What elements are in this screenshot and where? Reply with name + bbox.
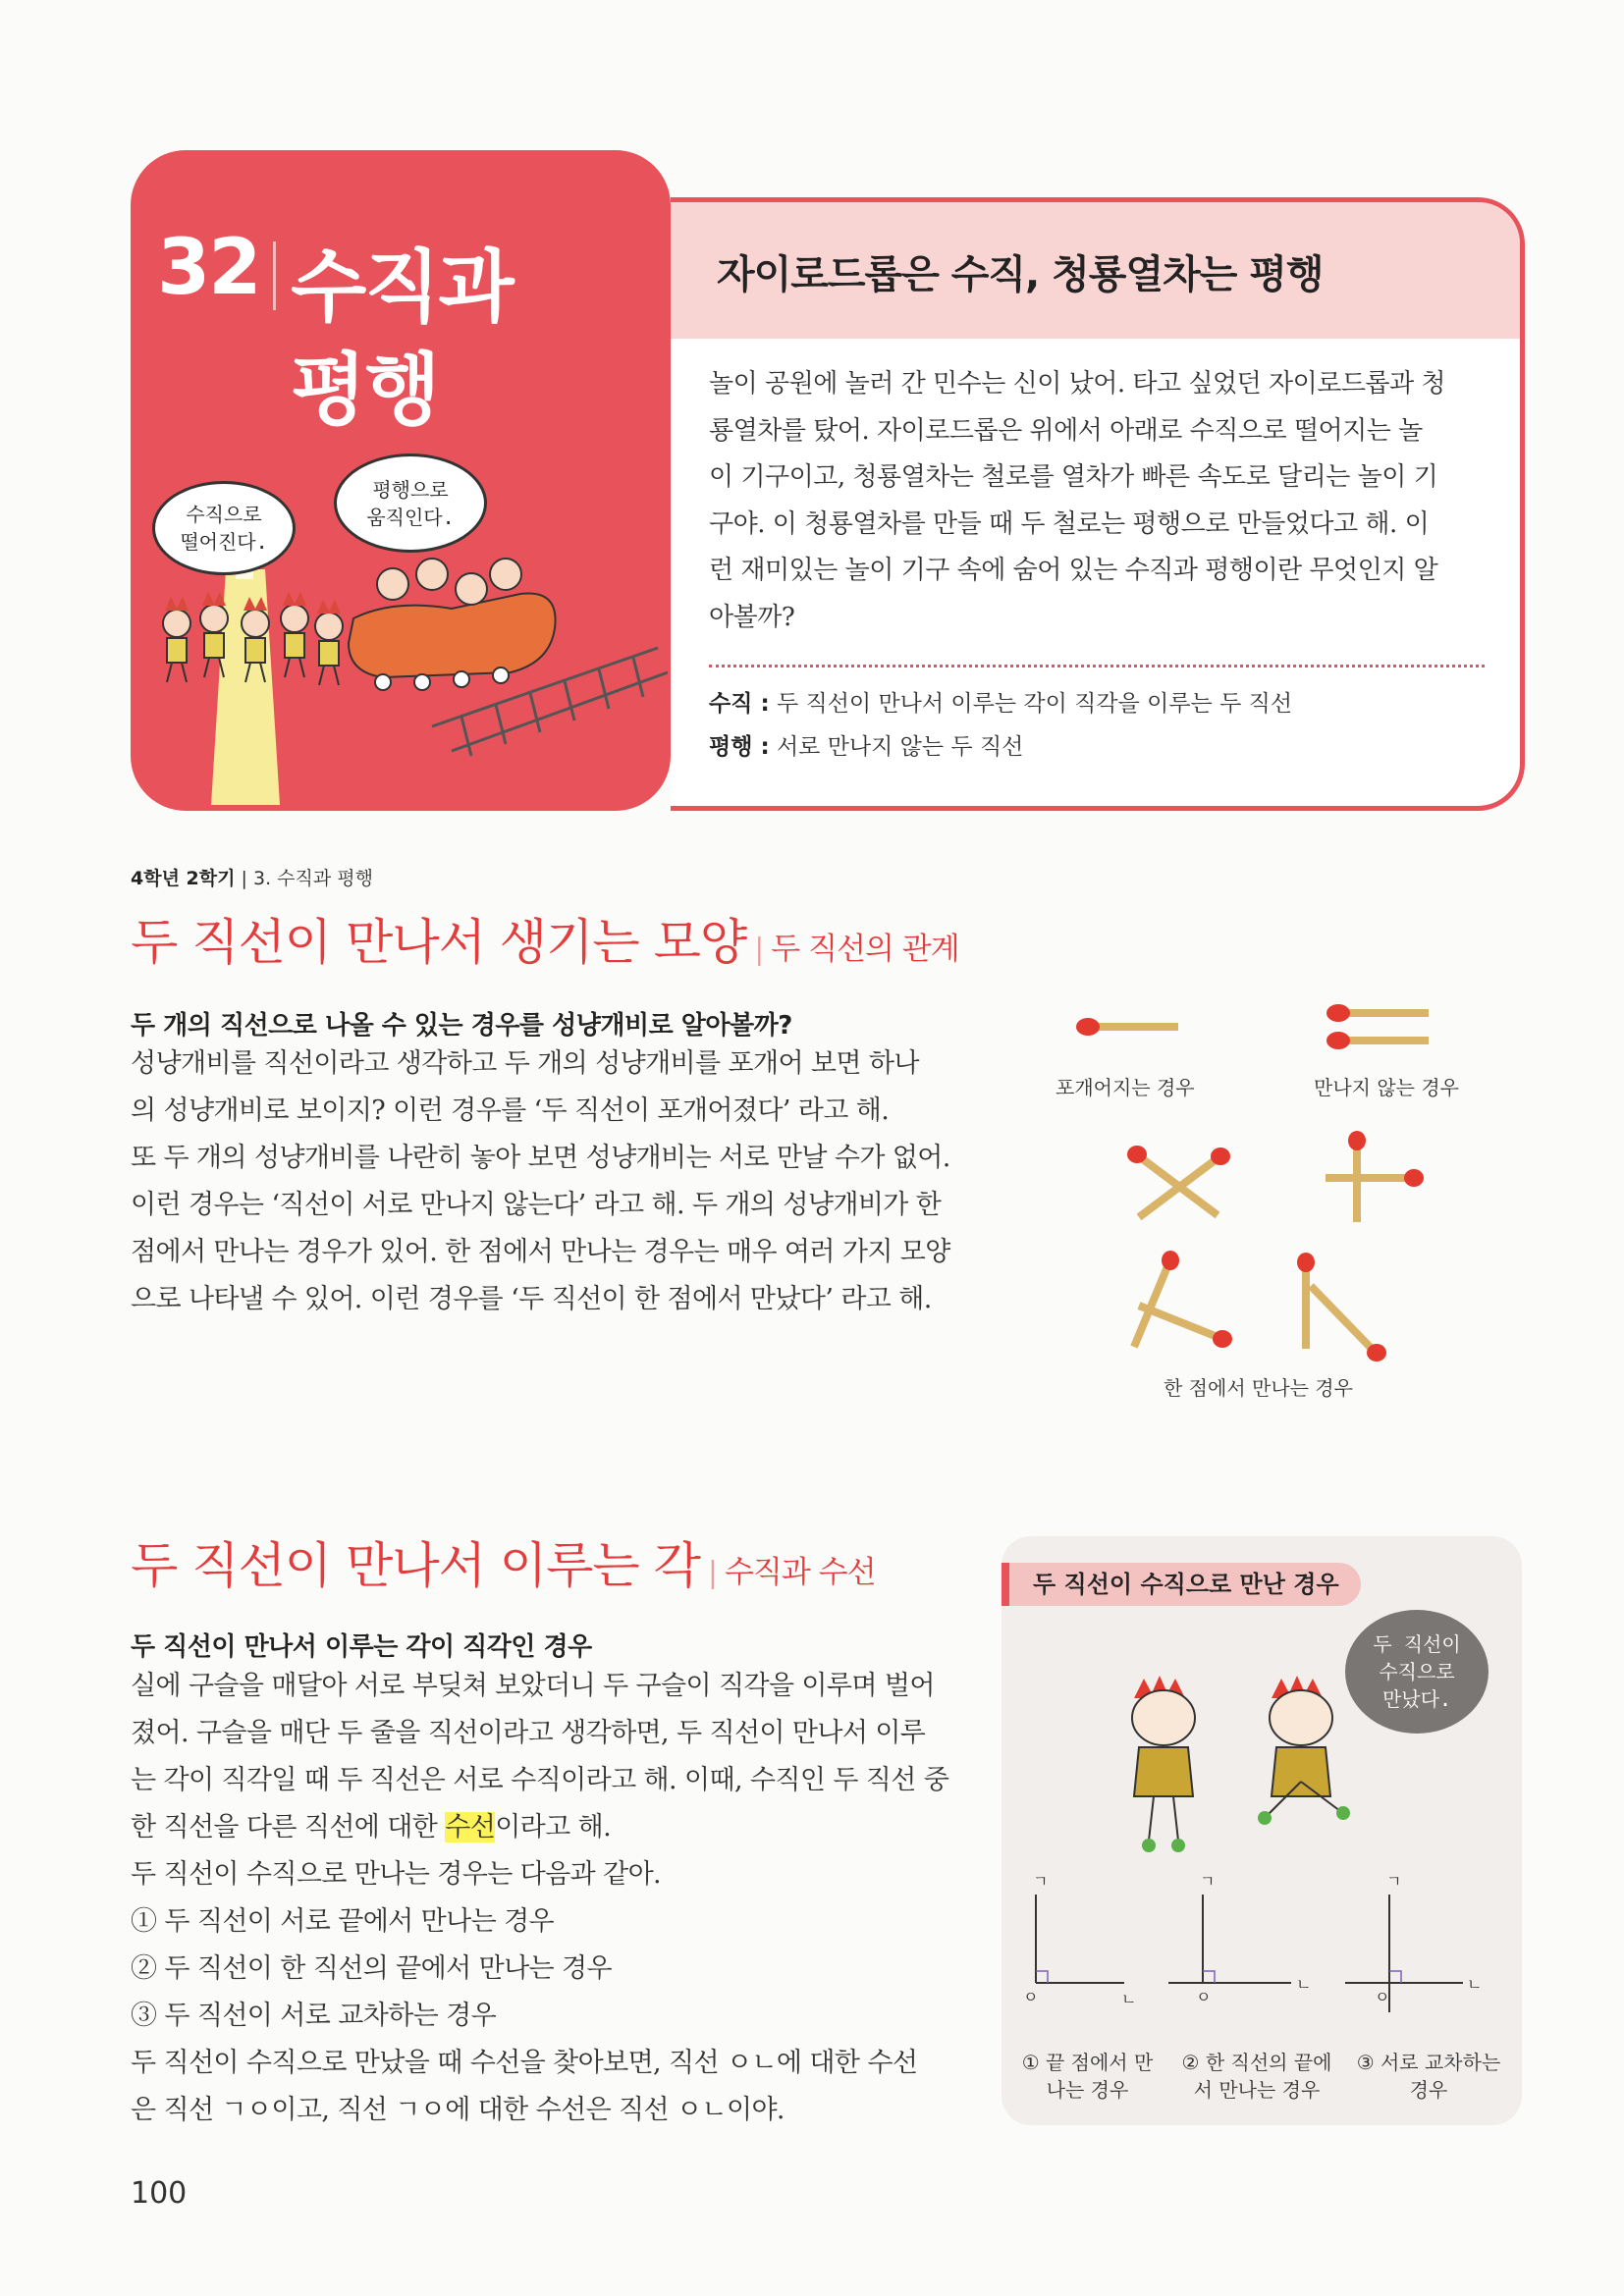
section1-line: 의 성냥개비로 보이지? 이런 경우를 ‘두 직선이 포개어졌다’ 라고 해. [131,1095,890,1126]
bubble-right-line2: 움직인다. [366,505,455,529]
characters-illustration [1110,1669,1384,1865]
section2-line: 졌어. 구슬을 매단 두 줄을 직선이라고 생각하면, 두 직선이 만나서 이루 [131,1718,926,1748]
intro-text [709,361,1494,641]
section1-line: 이런 경우는 ‘직선이 서로 만나지 않는다’ 라고 해. 두 개의 성냥개비가 한 [131,1190,942,1220]
diagram-caption-2-line1: ② 한 직선의 끝에 [1181,2051,1332,2074]
section1-title-separator: | [754,933,764,967]
diagram-caption-2 [1173,2049,1340,2104]
chapter-title-line2: 평행 [291,345,439,436]
section2-line: 실에 구슬을 매달아 서로 부딪쳐 보았더니 두 구슬이 직각을 이루며 벌어 [131,1671,935,1701]
side-box-tab: 두 직선이 수직으로 만난 경우 [1001,1563,1361,1606]
intro-line: 런 재미있는 놀이 기구 속에 숨어 있는 수직과 평행이란 무엇인지 알 [709,556,1438,585]
intro-line: 이 기구이고, 청룡열차는 철로를 열차가 빠른 속도로 달리는 놀이 기 [709,462,1438,492]
perpendicular-term-highlight: 수선 [445,1812,496,1842]
right-angle-marks [1036,1971,1401,1983]
side-bubble-line2: 수직으로 [1379,1660,1455,1683]
diagram-caption-3-line2: 경우 [1409,2078,1448,2102]
section1-line: 점에서 만나는 경우가 있어. 한 점에서 만나는 경우는 매우 여러 가지 모양 [131,1237,950,1267]
breadcrumb-grade: 4학년 2학기 [131,868,236,889]
diagram-caption-3 [1350,2049,1507,2104]
side-bubble-line1: 두 직선이 [1373,1632,1461,1656]
section1-subtitle: 두 직선의 관계 [771,932,959,967]
section1-line: 또 두 개의 성냥개비를 나란히 놓아 보면 성냥개비는 서로 만날 수가 없어. [131,1143,950,1173]
intro-subtitle: 자이로드롭은 수직, 청룡열차는 평행 [717,252,1324,297]
bubble-left-line2: 떨어진다. [180,530,268,554]
diagram-caption-1-line1: ① 끝 점에서 만 [1021,2051,1154,2074]
point-label-o: ㅇ [1196,1988,1212,2006]
breadcrumb-separator: | [241,868,247,889]
definition-vertical-term: 수직 : [709,691,770,717]
section1-line: 으로 나타낼 수 있어. 이런 경우를 ‘두 직선이 한 점에서 만났다’ 라고 해. [131,1284,932,1314]
perpendicular-diagrams [1001,1875,1522,2022]
matchstick-heads [1076,1004,1424,1362]
caption-overlap: 포개어지는 경우 [1056,1076,1195,1099]
intro-line: 아볼까? [709,602,795,632]
section1-heading [131,903,959,974]
definition-vertical [709,685,1292,718]
caption-meet: 한 점에서 만나는 경우 [1164,1376,1353,1400]
definition-vertical-text: 두 직선이 만나서 이루는 각이 직각을 이루는 두 직선 [776,691,1293,717]
speech-bubble-left [152,481,296,575]
section2-line: 은 직선 ㄱㅇ이고, 직선 ㄱㅇ에 대한 수선은 직선 ㅇㄴ이야. [131,2095,785,2125]
breadcrumb-unit: 3. 수직과 평행 [252,868,373,889]
point-label-n: ㄴ [1121,1990,1137,2008]
section1-line: 성냥개비를 직선이라고 생각하고 두 개의 성냥개비를 포개어 보면 하나 [131,1048,919,1079]
point-label-g: ㄱ [1200,1875,1216,1891]
point-label-o: ㅇ [1023,1988,1039,2006]
section1-body [131,1041,965,1323]
point-labels [1023,1875,1482,2008]
section2-line: 두 직선이 수직으로 만나는 경우는 다음과 같아. [131,1859,662,1890]
perp-lines [1036,1895,1463,2012]
case-item: ② 두 직선이 한 직선의 끝에서 만나는 경우 [131,1953,612,1984]
section2-line: 는 각이 직각일 때 두 직선은 서로 수직이라고 해. 이때, 수직인 두 직선 중 [131,1765,949,1795]
page-number: 100 [131,2176,188,2211]
bubble-right-line1: 평행으로 [372,477,449,502]
section2-line-highlighted [131,1804,985,1851]
section2-line: 두 직선이 수직으로 만났을 때 수선을 찾아보면, 직선 ㅇㄴ에 대한 수선 [131,2048,918,2078]
matchstick-illustrations [1060,991,1522,1384]
drop-tower-bodies [167,633,339,666]
section2-body [131,1663,985,2134]
character-right [1258,1676,1350,1825]
point-label-n: ㄴ [1467,1975,1483,1994]
section2-subtitle: 수직과 수선 [724,1555,876,1590]
definition-parallel [709,728,1023,761]
section2-title-separator: | [707,1556,717,1590]
case-item: ① 두 직선이 서로 끝에서 만나는 경우 [131,1906,555,1937]
diagram-caption-2-line2: 서 만나는 경우 [1193,2078,1321,2102]
point-label-g: ㄱ [1386,1875,1402,1891]
section2-title: 두 직선이 만나서 이루는 각 [131,1537,700,1594]
diagram-caption-3-line1: ③ 서로 교차하는 [1356,2051,1501,2074]
speech-bubble-right [334,454,487,553]
intro-line: 놀이 공원에 놀러 간 민수는 신이 났어. 타고 싶었던 자이로드롭과 청 [709,369,1446,399]
bubble-left-line1: 수직으로 [186,503,262,526]
intro-line: 룡열차를 탔어. 자이로드롭은 위에서 아래로 수직으로 떨어지는 놀 [709,415,1423,446]
intro-line: 구야. 이 청룡열차를 만들 때 두 철로는 평행으로 만들었다고 해. 이 [709,508,1430,539]
dotted-divider [709,665,1485,667]
section1-question: 두 개의 직선으로 나올 수 있는 경우를 성냥개비로 알아볼까? [131,1011,792,1041]
point-label-n: ㄴ [1296,1975,1312,1994]
matchstick-sticks [1090,1013,1429,1350]
diagram-caption-1-line2: 나는 경우 [1046,2078,1129,2102]
point-label-g: ㄱ [1033,1875,1049,1891]
chapter-number: 32 [157,224,260,312]
character-left [1132,1676,1195,1852]
section1-title: 두 직선이 만나서 생기는 모양 [131,914,747,971]
case-item: ③ 두 직선이 서로 교차하는 경우 [131,2001,497,2031]
chapter-divider [273,241,276,310]
section2-line4-before: 한 직선을 다른 직선에 대한 [131,1812,446,1842]
definition-parallel-text: 서로 만나지 않는 두 직선 [776,734,1024,760]
caption-parallel: 만나지 않는 경우 [1314,1076,1459,1099]
side-bubble-line3: 만났다. [1381,1687,1451,1711]
roller-coaster-car [349,559,556,690]
diagram-caption-1 [1011,2049,1164,2104]
section2-heading [131,1526,876,1597]
breadcrumb [131,864,373,890]
chapter-title: 수직과 [291,241,513,333]
point-label-o: ㅇ [1375,1988,1390,2006]
definition-parallel-term: 평행 : [709,734,770,760]
section2-line4-after: 이라고 해. [495,1812,612,1842]
section2-question: 두 직선이 만나서 이루는 각이 직각인 경우 [131,1632,592,1662]
